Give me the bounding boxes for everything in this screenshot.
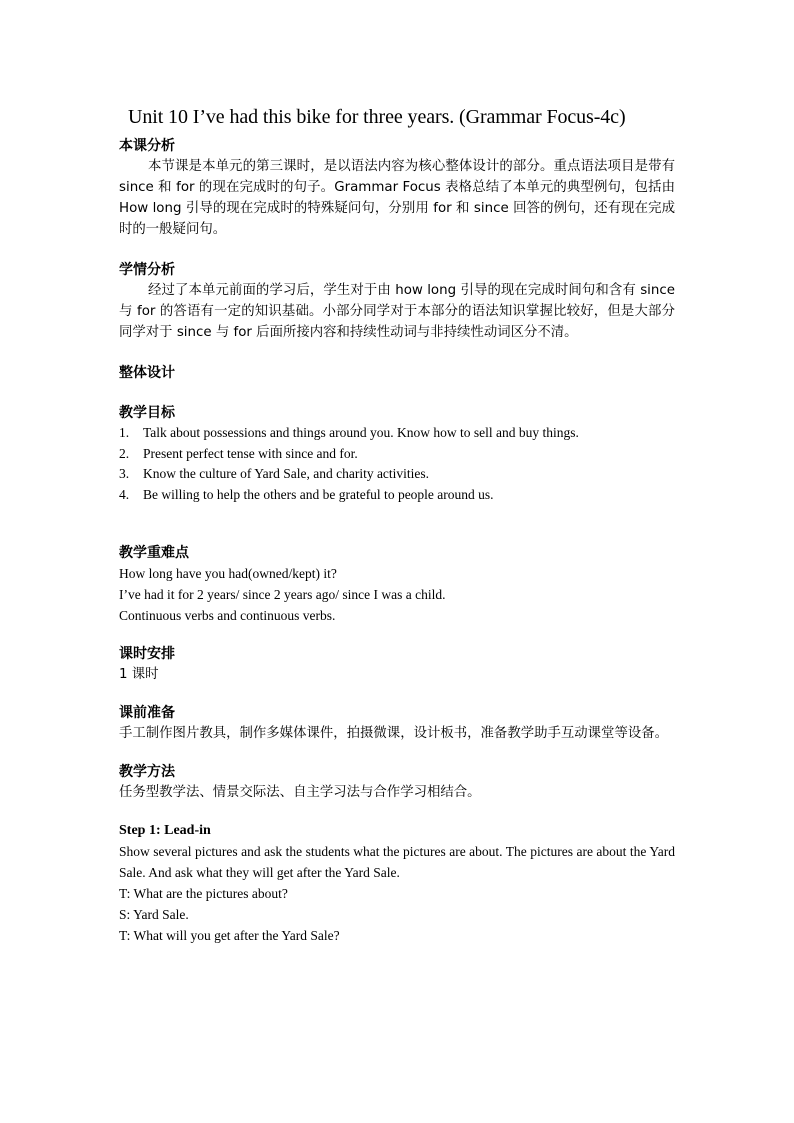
document-page bbox=[119, 104, 675, 946]
methods-heading: 教学方法 bbox=[119, 764, 175, 780]
step-1-intro: Show several pictures and ask the students what the pictures are about. The pictures are about the Yard Sale. And ask what they will get after the Yard Sale. bbox=[119, 844, 675, 880]
list-item-text: Be willing to help the others and be grateful to people around us. bbox=[143, 486, 494, 502]
preparation-text: 手工制作图片教具，制作多媒体课件，拍摄微课，设计板书，准备教学助手互动课堂等设备。 bbox=[119, 726, 669, 741]
list-item bbox=[119, 485, 675, 506]
key-point-line: I’ve had it for 2 years/ since 2 years ago/ since I was a child. bbox=[119, 587, 446, 602]
list-item-number: 2. bbox=[119, 445, 130, 461]
methods-text: 任务型教学法、情景交际法、自主学习法与合作学习相结合。 bbox=[119, 785, 481, 800]
list-item-number: 1. bbox=[119, 425, 130, 440]
list-item-text: Know the culture of Yard Sale, and charity activities. bbox=[143, 466, 430, 481]
list-item bbox=[119, 464, 675, 485]
teaching-goals-list bbox=[119, 423, 675, 505]
course-analysis-heading: 本课分析 bbox=[119, 138, 175, 154]
teaching-goals-heading: 教学目标 bbox=[119, 405, 175, 421]
list-item bbox=[119, 444, 675, 465]
preparation-heading: 课前准备 bbox=[119, 705, 175, 721]
course-analysis-text: 本节课是本单元的第三课时，是以语法内容为核心整体设计的部分。重点语法项目是带有 since 和 for 的现在完成时的句子。Grammar Focus 表格总结了本单元的典型例句，包括由 How long 引导的现在完成时的特殊疑问句，分别用 for 和 since 回答的例句，还有现在完成时的一般疑问句。 bbox=[119, 159, 675, 237]
student-analysis-heading: 学情分析 bbox=[119, 262, 175, 278]
section-methods bbox=[119, 762, 675, 803]
section-student-analysis bbox=[119, 260, 675, 343]
section-course-analysis bbox=[119, 136, 675, 240]
schedule-text: 1 课时 bbox=[119, 667, 159, 682]
key-points-heading: 教学重难点 bbox=[119, 545, 189, 561]
dialogue-line: T: What are the pictures about? bbox=[119, 886, 288, 901]
section-preparation bbox=[119, 703, 675, 744]
dialogue-line: S: Yard Sale. bbox=[119, 907, 189, 922]
overall-design-heading: 整体设计 bbox=[119, 365, 175, 381]
key-point-line: How long have you had(owned/kept) it? bbox=[119, 566, 337, 581]
list-item-text: Talk about possessions and things around you. Know how to sell and buy things. bbox=[143, 425, 579, 440]
section-teaching-goals bbox=[119, 403, 675, 505]
section-schedule bbox=[119, 644, 675, 685]
section-key-points bbox=[119, 543, 675, 626]
schedule-heading: 课时安排 bbox=[119, 646, 175, 662]
student-analysis-text: 经过了本单元前面的学习后，学生对于由 how long 引导的现在完成时间句和含有 since 与 for 的答语有一定的知识基础。小部分同学对于本部分的语法知识掌握比较好，但是大部分同学对于 since 与 for 后面所接内容和持续性动词与非持续性动词区分不清。 bbox=[119, 283, 675, 340]
list-item-number: 3. bbox=[119, 466, 130, 481]
section-step-1 bbox=[119, 821, 675, 946]
list-item-text: Present perfect tense with since and for. bbox=[143, 445, 358, 461]
dialogue-line: T: What will you get after the Yard Sale? bbox=[119, 928, 340, 943]
key-point-line: Continuous verbs and continuous verbs. bbox=[119, 608, 336, 623]
list-item-number: 4. bbox=[119, 486, 130, 502]
list-item bbox=[119, 423, 675, 444]
step-1-heading: Step 1: Lead-in bbox=[119, 823, 211, 838]
document-title: Unit 10 I’ve had this bike for three years. (Grammar Focus-4c) bbox=[128, 106, 626, 128]
